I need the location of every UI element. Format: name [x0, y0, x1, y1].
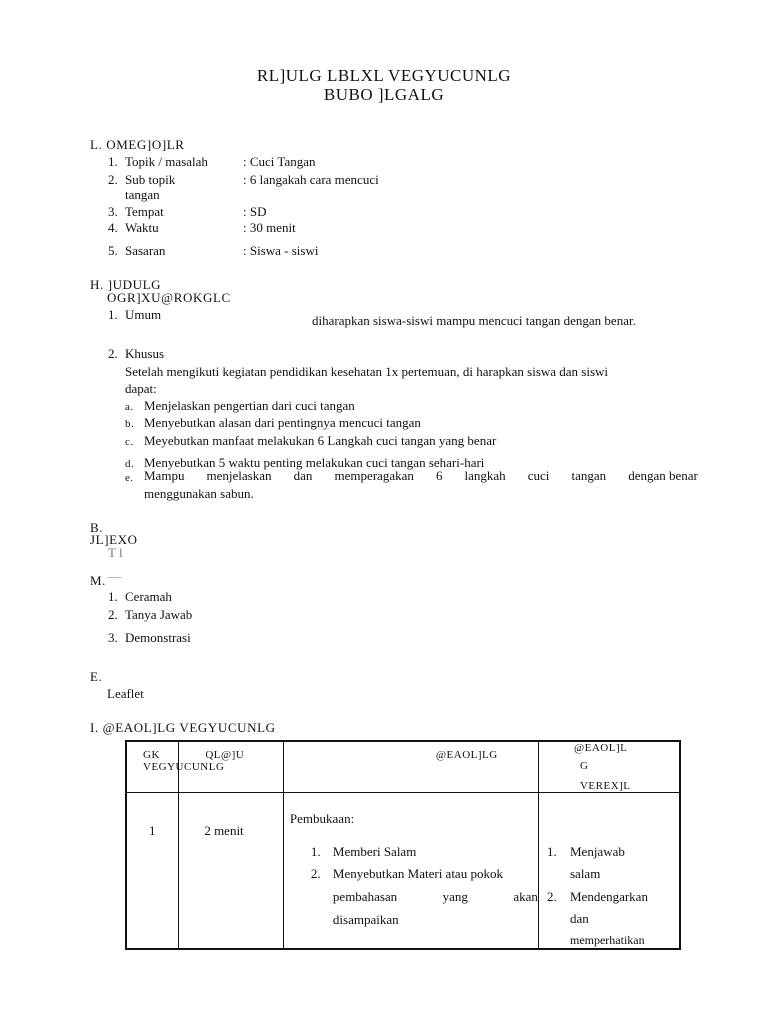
word: akan	[513, 889, 538, 904]
section-c-heading: B.	[90, 520, 104, 535]
header-response: @EAOL]L	[573, 742, 628, 754]
activity-title: Pembukaan:	[289, 811, 355, 826]
word: yang	[442, 889, 468, 904]
general-objective-label: Umum	[125, 307, 162, 322]
general-objective-text: diharapkan siswa-siswi mampu mencuci tangan dengan benar.	[312, 313, 636, 328]
header-activity: @EAOL]LG	[435, 749, 498, 761]
point-text: Menyebutkan alasan dari pentingnya mencuci tangan	[144, 415, 421, 430]
table-cell-time	[179, 793, 284, 950]
point-text: Meyebutkan manfaat melakukan 6 Langkah cuci tangan yang benar	[144, 433, 497, 448]
response-item-cont: memperhatikan	[569, 933, 645, 947]
specific-objective-intro: Setelah mengikuti kegiatan pendidikan kesehatan 1x pertemuan, di harapkan siswa dan siswi	[125, 364, 609, 379]
table-header-cell	[538, 741, 680, 793]
row-number: 1	[149, 823, 156, 838]
list-number: 2.	[108, 346, 118, 361]
list-number: 1.	[108, 154, 118, 169]
specific-objective-intro-cont: dapat:	[125, 381, 157, 396]
section-a-heading: L. OMEG]O]LR	[90, 137, 185, 152]
subtopic-label: Sub topik	[125, 172, 176, 187]
clipped-text: ‾‾‾	[108, 575, 121, 590]
table-row	[126, 793, 680, 950]
table-header-cell	[283, 741, 538, 793]
point-e-line2: menggunakan sabun.	[144, 486, 254, 501]
point-text: Menyebutkan 5 waktu penting melakukan cuci tangan sehari-hari	[144, 455, 485, 470]
activity-item: Menyebutkan Materi atau pokok	[332, 866, 503, 881]
list-number: 4.	[108, 220, 118, 235]
point-letter: b.	[125, 418, 135, 430]
activity-item: Memberi Salam	[332, 844, 417, 859]
header-response-cont: G	[579, 760, 589, 772]
list-number: 2.	[546, 889, 557, 904]
word: menjelaskan	[206, 468, 272, 483]
section-c-heading-cont: JL]EXO	[90, 532, 138, 547]
section-b-heading: H. ]UDULG	[90, 277, 162, 292]
header-time: QL@]U	[205, 749, 245, 761]
word: langkah	[464, 468, 506, 483]
list-number: 3.	[108, 204, 118, 219]
list-number: 2.	[108, 607, 118, 622]
word: tangan	[571, 468, 607, 483]
activity-item-cont: disampaikan	[332, 912, 399, 927]
section-d-heading: M.	[90, 573, 107, 588]
list-number: 1.	[310, 844, 321, 859]
document-title-line2: BUBO ]LGALG	[323, 85, 445, 104]
point-letter: d.	[125, 458, 135, 470]
list-number: 5.	[108, 243, 118, 258]
method-item: Demonstrasi	[125, 630, 191, 645]
word: memperagakan	[334, 468, 414, 483]
clipped-text: T l	[108, 545, 123, 560]
word: pembahasan	[332, 889, 398, 904]
word: Mampu	[144, 468, 185, 483]
section-f-heading: I. @EAOL]LG VEGYUCUNLG	[90, 720, 276, 735]
response-item: Mendengarkan	[569, 889, 648, 904]
response-item-cont: salam	[569, 866, 601, 881]
method-item: Ceramah	[125, 589, 172, 604]
list-number: 3.	[108, 630, 118, 645]
table-cell-activity	[283, 793, 538, 950]
list-number: 2.	[310, 866, 321, 881]
list-number: 2.	[108, 172, 118, 187]
point-e-line1	[144, 468, 698, 484]
activity-item-cont	[333, 889, 538, 905]
list-number: 1.	[108, 589, 118, 604]
section-e-heading: E.	[90, 669, 103, 684]
table-cell-response	[538, 793, 680, 950]
word: 6	[435, 468, 443, 483]
time-value: : 30 menit	[243, 220, 296, 235]
word: cuci	[527, 468, 550, 483]
header-no-cont: VEGYUCUNLG	[143, 761, 225, 773]
table-header-row	[126, 741, 680, 793]
place-value: : SD	[243, 204, 267, 219]
method-item: Tanya Jawab	[125, 607, 193, 622]
response-item: Menjawab	[569, 844, 625, 859]
list-number: 1.	[108, 307, 118, 322]
media-text: Leaflet	[107, 686, 144, 701]
topic-label: Topik / masalah	[125, 154, 208, 169]
activity-table	[125, 740, 681, 950]
document-title-line1: RL]ULG LBLXL VEGYUCUNLG	[256, 66, 512, 85]
time-label: Waktu	[125, 220, 159, 235]
section-b-heading-cont: OGR]XU@ROKGLC	[107, 290, 231, 305]
place-label: Tempat	[125, 204, 164, 219]
word: dan	[293, 468, 313, 483]
header-no: GK	[143, 749, 160, 761]
table-header-cell	[179, 741, 284, 793]
list-number: 1.	[546, 844, 557, 859]
subtopic-label-cont: tangan	[125, 187, 160, 202]
word: dengan benar	[628, 468, 698, 483]
table-cell-no	[126, 793, 179, 950]
row-time: 2 menit	[204, 823, 244, 838]
response-item-cont: dan	[569, 911, 589, 926]
subtopic-value: : 6 langakah cara mencuci	[243, 172, 379, 187]
topic-value: : Cuci Tangan	[243, 154, 316, 169]
point-letter: c.	[125, 436, 134, 448]
point-letter: e.	[125, 472, 134, 484]
point-text: Menjelaskan pengertian dari cuci tangan	[144, 398, 355, 413]
point-letter: a.	[125, 401, 134, 413]
target-label: Sasaran	[125, 243, 166, 258]
target-value: : Siswa - siswi	[243, 243, 319, 258]
specific-objective-label: Khusus	[125, 346, 165, 361]
header-response-cont2: VEREX]L	[579, 780, 631, 792]
